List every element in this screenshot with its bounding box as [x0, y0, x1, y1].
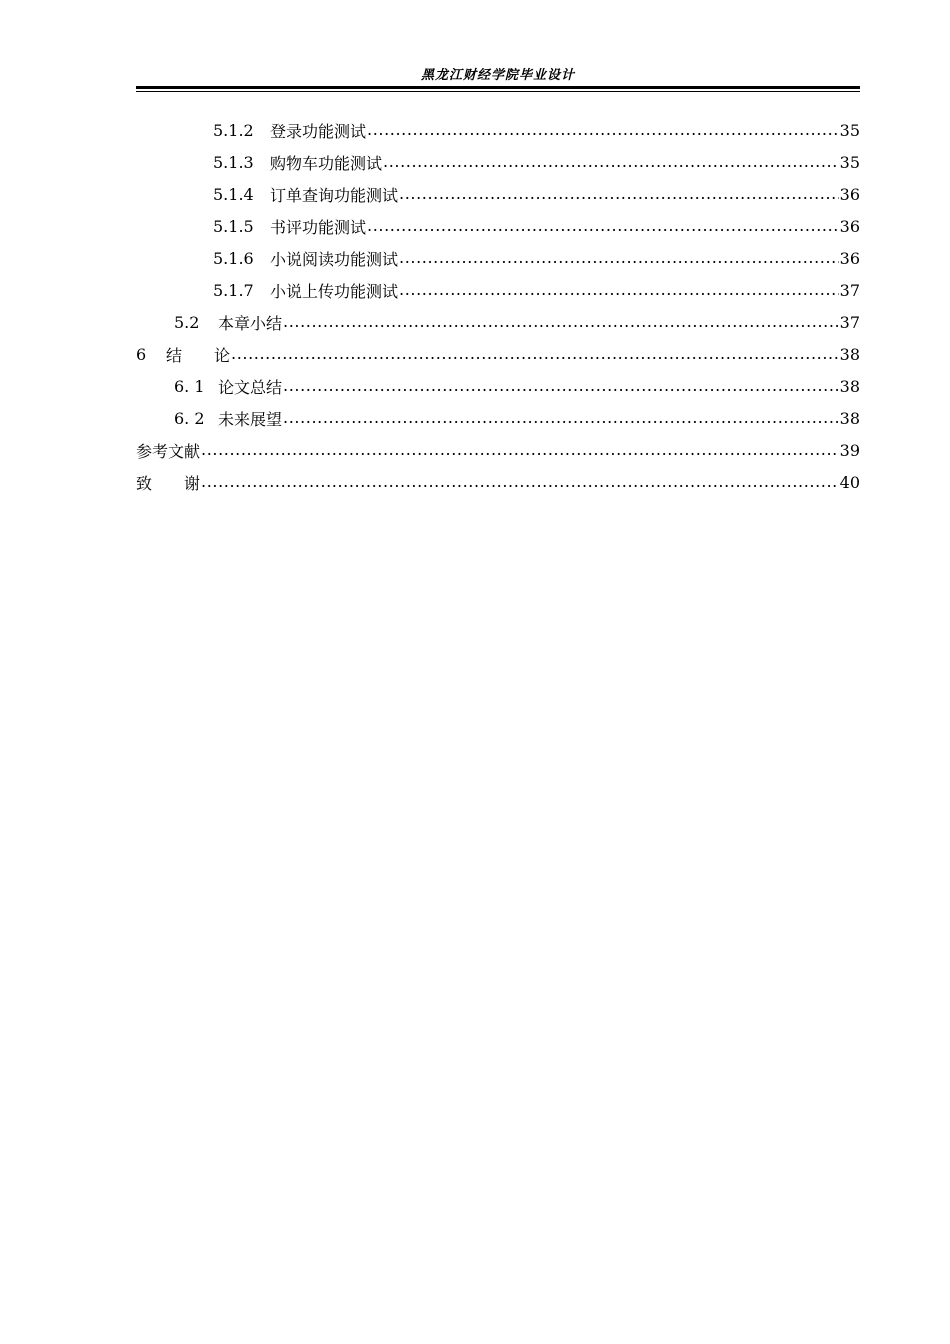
toc-entry[interactable]: [213, 114, 860, 146]
toc-entry-number: 5.2: [174, 312, 200, 332]
toc-entry[interactable]: [213, 210, 860, 242]
toc-entry-number: 5.1.6: [213, 248, 254, 268]
toc-entry-number: 5.1.4: [213, 184, 254, 204]
toc-entry-title: 登录功能测试: [270, 121, 367, 141]
toc-entry-page: 36: [839, 216, 860, 236]
toc-entry-title: 小说上传功能测试: [270, 281, 399, 301]
toc-entry-number: 6. 2: [174, 408, 205, 428]
header-rule-thick: [136, 86, 860, 89]
toc-leader-dots: [399, 185, 839, 203]
toc-entry-number: 5.1.5: [213, 216, 254, 236]
toc-entry-title: 小说阅读功能测试: [270, 249, 399, 269]
toc-leader-dots: [399, 281, 839, 299]
toc-leader-dots: [201, 473, 839, 491]
toc-leader-dots: [283, 377, 839, 395]
toc-entry-title: 致 谢: [136, 473, 201, 493]
toc-entry-number: 6. 1: [174, 376, 205, 396]
toc-entry-number: 6: [136, 344, 147, 364]
toc-leader-dots: [283, 409, 839, 427]
toc-entry-number: 5.1.7: [213, 280, 254, 300]
toc-entry[interactable]: [136, 466, 860, 498]
toc-entry-title: 参考文献: [136, 441, 201, 461]
toc-entry[interactable]: [136, 434, 860, 466]
toc-entry-page: 37: [839, 312, 860, 332]
toc-leader-dots: [367, 217, 839, 235]
toc-leader-dots: [399, 249, 839, 267]
toc-entry-title: 未来展望: [218, 409, 283, 429]
toc-entry-page: 38: [839, 376, 860, 396]
toc-entry-page: 37: [839, 280, 860, 300]
toc-entry[interactable]: [213, 178, 860, 210]
toc-entry-page: 35: [839, 120, 860, 140]
toc-entry[interactable]: [174, 370, 860, 402]
toc-entry-page: 38: [839, 408, 860, 428]
toc-leader-dots: [283, 313, 839, 331]
toc-leader-dots: [367, 121, 839, 139]
toc-entry-title: 论文总结: [218, 377, 283, 397]
toc-entry[interactable]: [136, 338, 860, 370]
toc-entry-title: 结 论: [166, 345, 231, 365]
toc-entry-number: 5.1.2: [213, 120, 254, 140]
toc-entry[interactable]: [213, 274, 860, 306]
toc-entry-title: 购物车功能测试: [270, 153, 383, 173]
toc-entry-number: 5.1.3: [213, 152, 254, 172]
toc-entry[interactable]: [174, 306, 860, 338]
toc-entry-page: 39: [839, 440, 860, 460]
toc-entry-title: 本章小结: [218, 313, 283, 333]
toc-entry[interactable]: [213, 242, 860, 274]
toc-entry-page: 36: [839, 184, 860, 204]
toc-entry[interactable]: [174, 402, 860, 434]
toc-entry-page: 36: [839, 248, 860, 268]
toc-entry-page: 35: [839, 152, 860, 172]
header-rule-thin: [136, 91, 860, 92]
toc-entry[interactable]: [213, 146, 860, 178]
toc-entry-page: 38: [839, 344, 860, 364]
toc-entry-page: 40: [839, 472, 860, 492]
page-header-title: 黑龙江财经学院毕业设计: [420, 68, 575, 83]
toc-entry-title: 订单查询功能测试: [270, 185, 399, 205]
toc-leader-dots: [231, 345, 839, 363]
toc-entry-title: 书评功能测试: [270, 217, 367, 237]
toc-leader-dots: [201, 441, 839, 459]
toc-leader-dots: [383, 153, 839, 171]
